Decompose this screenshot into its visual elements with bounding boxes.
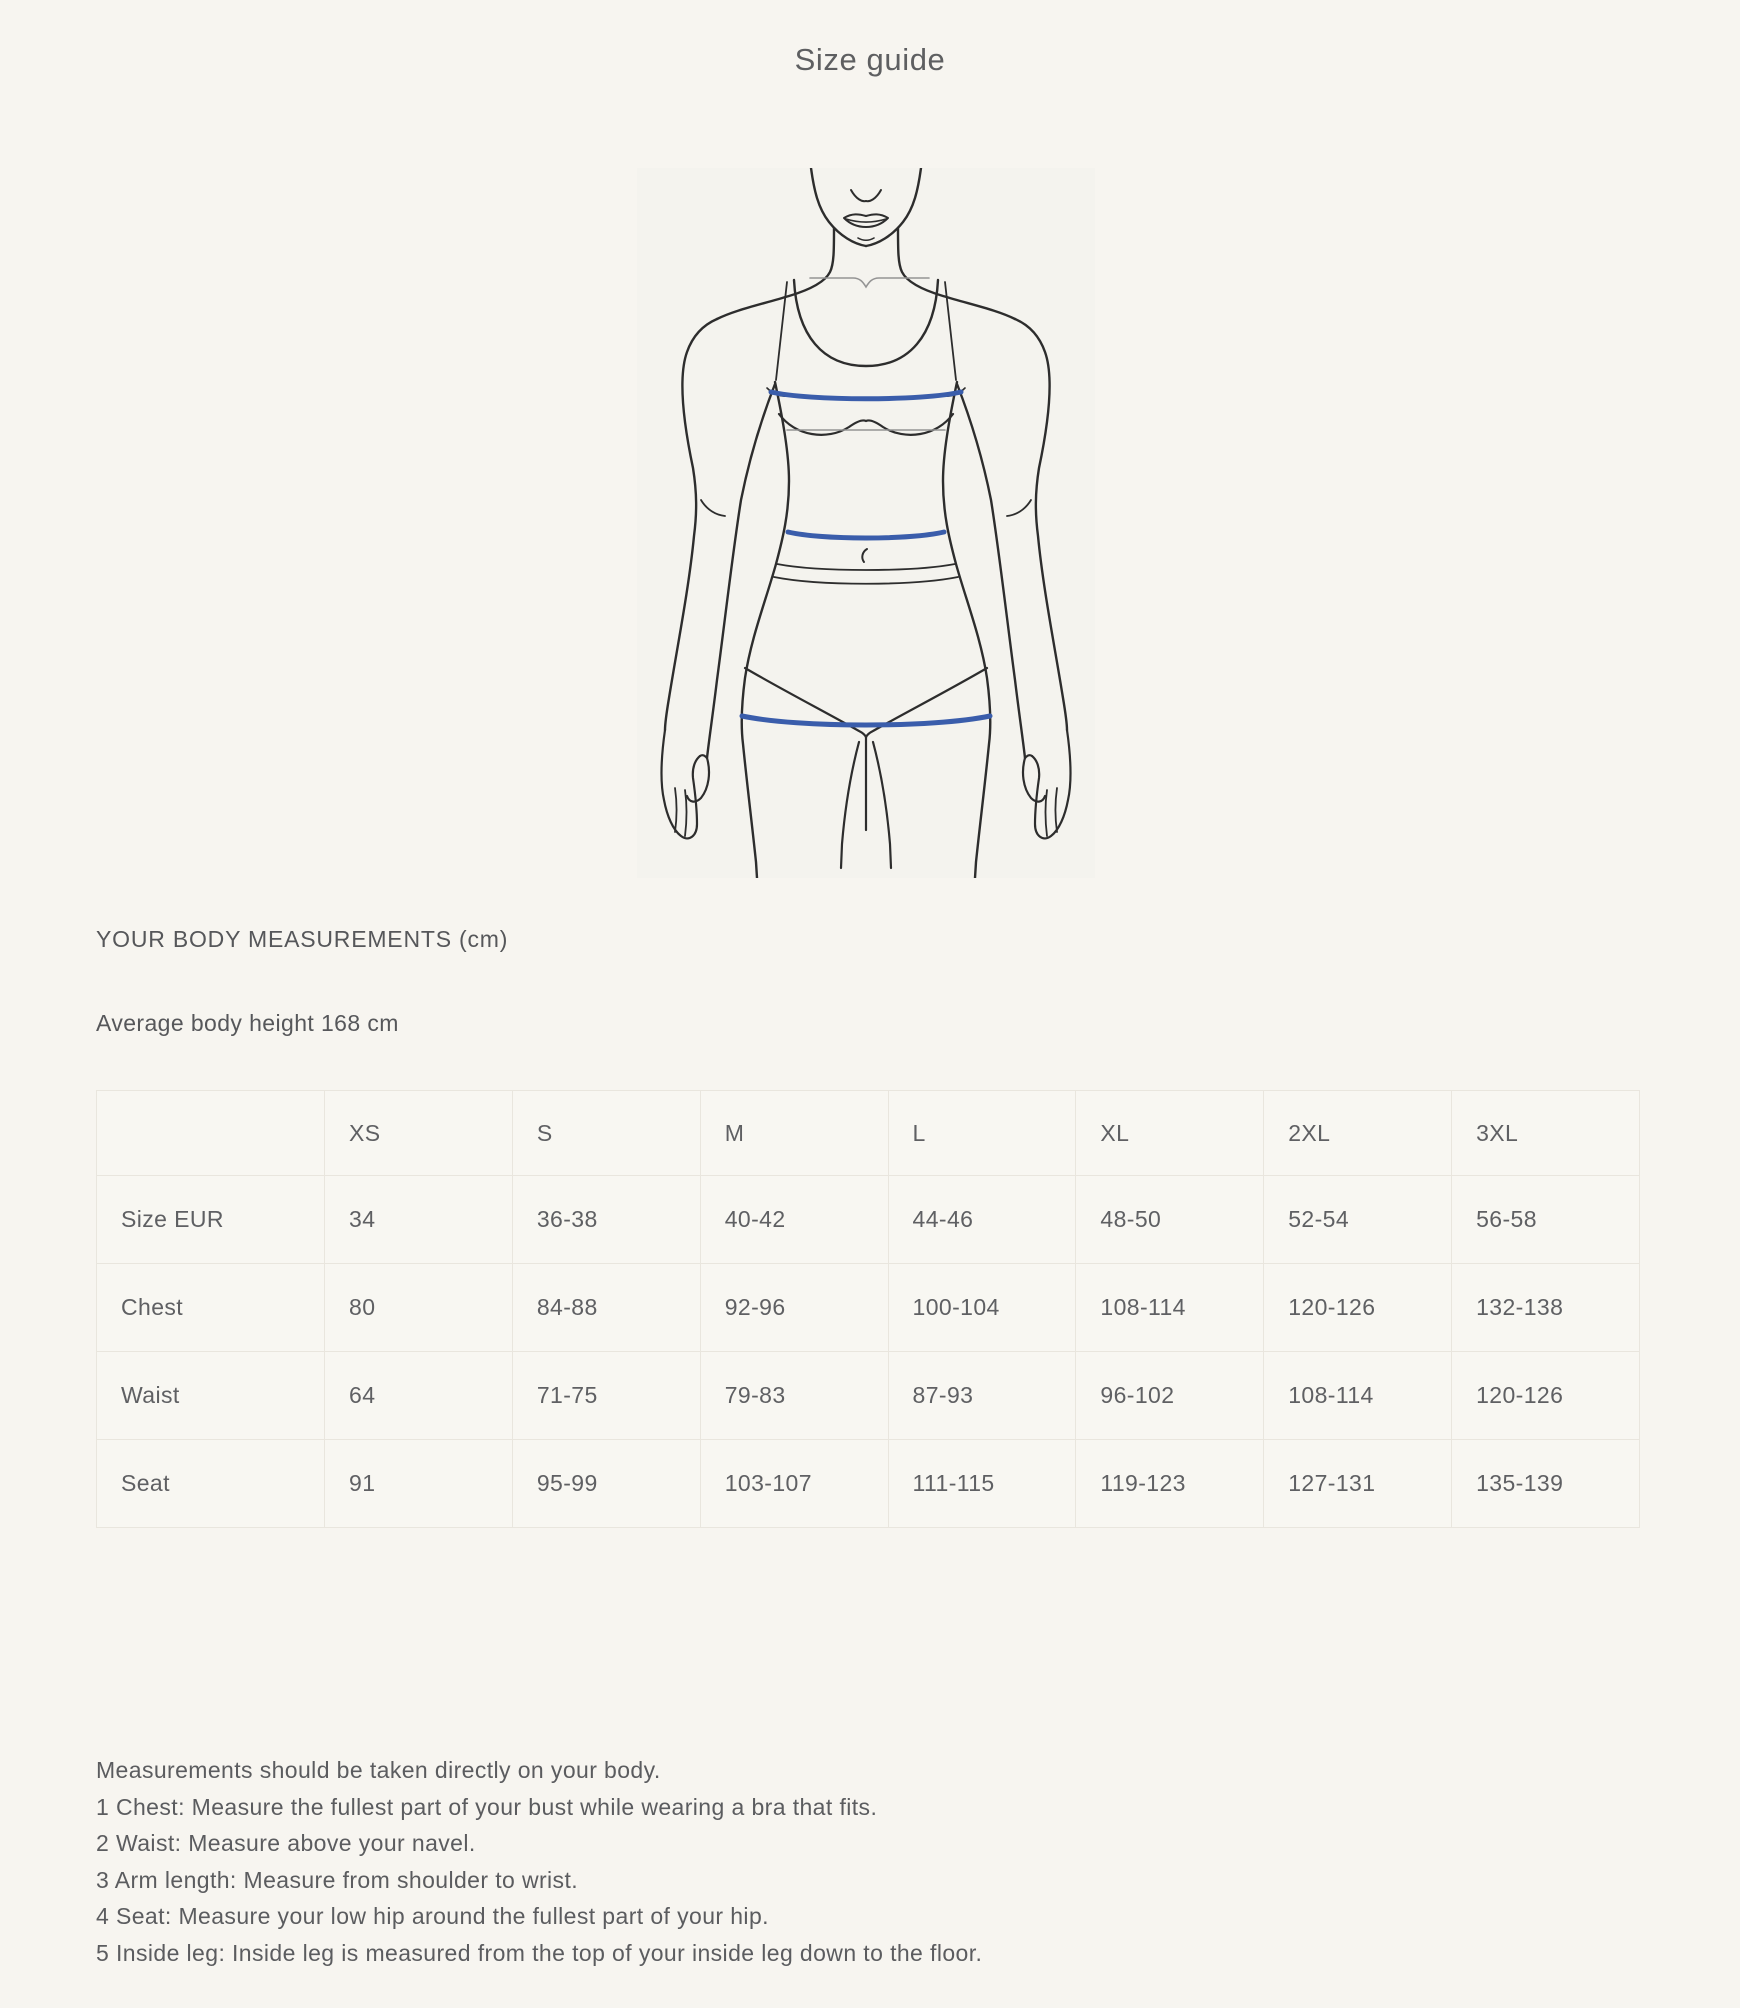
table-cell: 84-88 [512,1264,700,1352]
table-cell: 56-58 [1452,1176,1640,1264]
table-header-cell: S [512,1091,700,1176]
table-cell: 108-114 [1076,1264,1264,1352]
note-line: 2 Waist: Measure above your navel. [96,1830,476,1856]
table-cell: 52-54 [1264,1176,1452,1264]
note-line: 4 Seat: Measure your low hip around the fullest part of your hip. [96,1903,769,1929]
table-row [97,1264,1640,1352]
table-cell: 119-123 [1076,1440,1264,1528]
table-cell: 44-46 [888,1176,1076,1264]
size-table-header [97,1091,1640,1176]
note-line: 1 Chest: Measure the fullest part of your bust while wearing a bra that fits. [96,1793,878,1820]
table-cell: 103-107 [700,1440,888,1528]
table-cell: 40-42 [700,1176,888,1264]
row-label: Chest [97,1264,325,1352]
size-table-body [97,1176,1640,1528]
table-header-cell: 3XL [1452,1091,1640,1176]
table-cell: 48-50 [1076,1176,1264,1264]
waist-line [788,532,944,538]
table-cell: 87-93 [888,1352,1076,1440]
chest-line [771,392,961,399]
row-label: Seat [97,1440,325,1528]
table-cell: 120-126 [1264,1264,1452,1352]
table-cell: 64 [325,1352,513,1440]
table-row [97,1352,1640,1440]
table-cell: 34 [325,1176,513,1264]
row-label: Waist [97,1352,325,1440]
body-measurement-diagram [637,168,1095,878]
table-cell: 95-99 [512,1440,700,1528]
table-header-cell: 2XL [1264,1091,1452,1176]
table-cell: 100-104 [888,1264,1076,1352]
table-cell: 91 [325,1440,513,1528]
note-line: Measurements should be taken directly on your body. [96,1757,661,1783]
table-cell: 79-83 [700,1352,888,1440]
row-label: Size EUR [97,1176,325,1264]
table-row [97,1176,1640,1264]
table-cell: 80 [325,1264,513,1352]
size-table [96,1090,1640,1528]
table-row [97,1440,1640,1528]
table-header-cell: XS [325,1091,513,1176]
table-cell: 120-126 [1452,1352,1640,1440]
note-line: 5 Inside leg: Inside leg is measured from the top of your inside leg down to the floor. [96,1939,983,1966]
table-header-cell: M [700,1091,888,1176]
table-cell: 36-38 [512,1176,700,1264]
table-header-row [97,1091,1640,1176]
table-header-cell [97,1091,325,1176]
page-title: Size guide [794,42,946,77]
table-header-cell: XL [1076,1091,1264,1176]
table-cell: 108-114 [1264,1352,1452,1440]
seat-line [742,716,990,725]
table-cell: 127-131 [1264,1440,1452,1528]
table-cell: 92-96 [700,1264,888,1352]
table-cell: 111-115 [888,1440,1076,1528]
table-cell: 135-139 [1452,1440,1640,1528]
measurement-notes [96,1752,1596,1971]
body-measurements-heading: YOUR BODY MEASUREMENTS (cm) [96,926,509,952]
average-height-text: Average body height 168 cm [96,1010,399,1036]
table-header-cell: L [888,1091,1076,1176]
table-cell: 132-138 [1452,1264,1640,1352]
body-figure-svg [637,168,1095,878]
table-cell: 96-102 [1076,1352,1264,1440]
note-line: 3 Arm length: Measure from shoulder to wrist. [96,1866,579,1893]
table-cell: 71-75 [512,1352,700,1440]
